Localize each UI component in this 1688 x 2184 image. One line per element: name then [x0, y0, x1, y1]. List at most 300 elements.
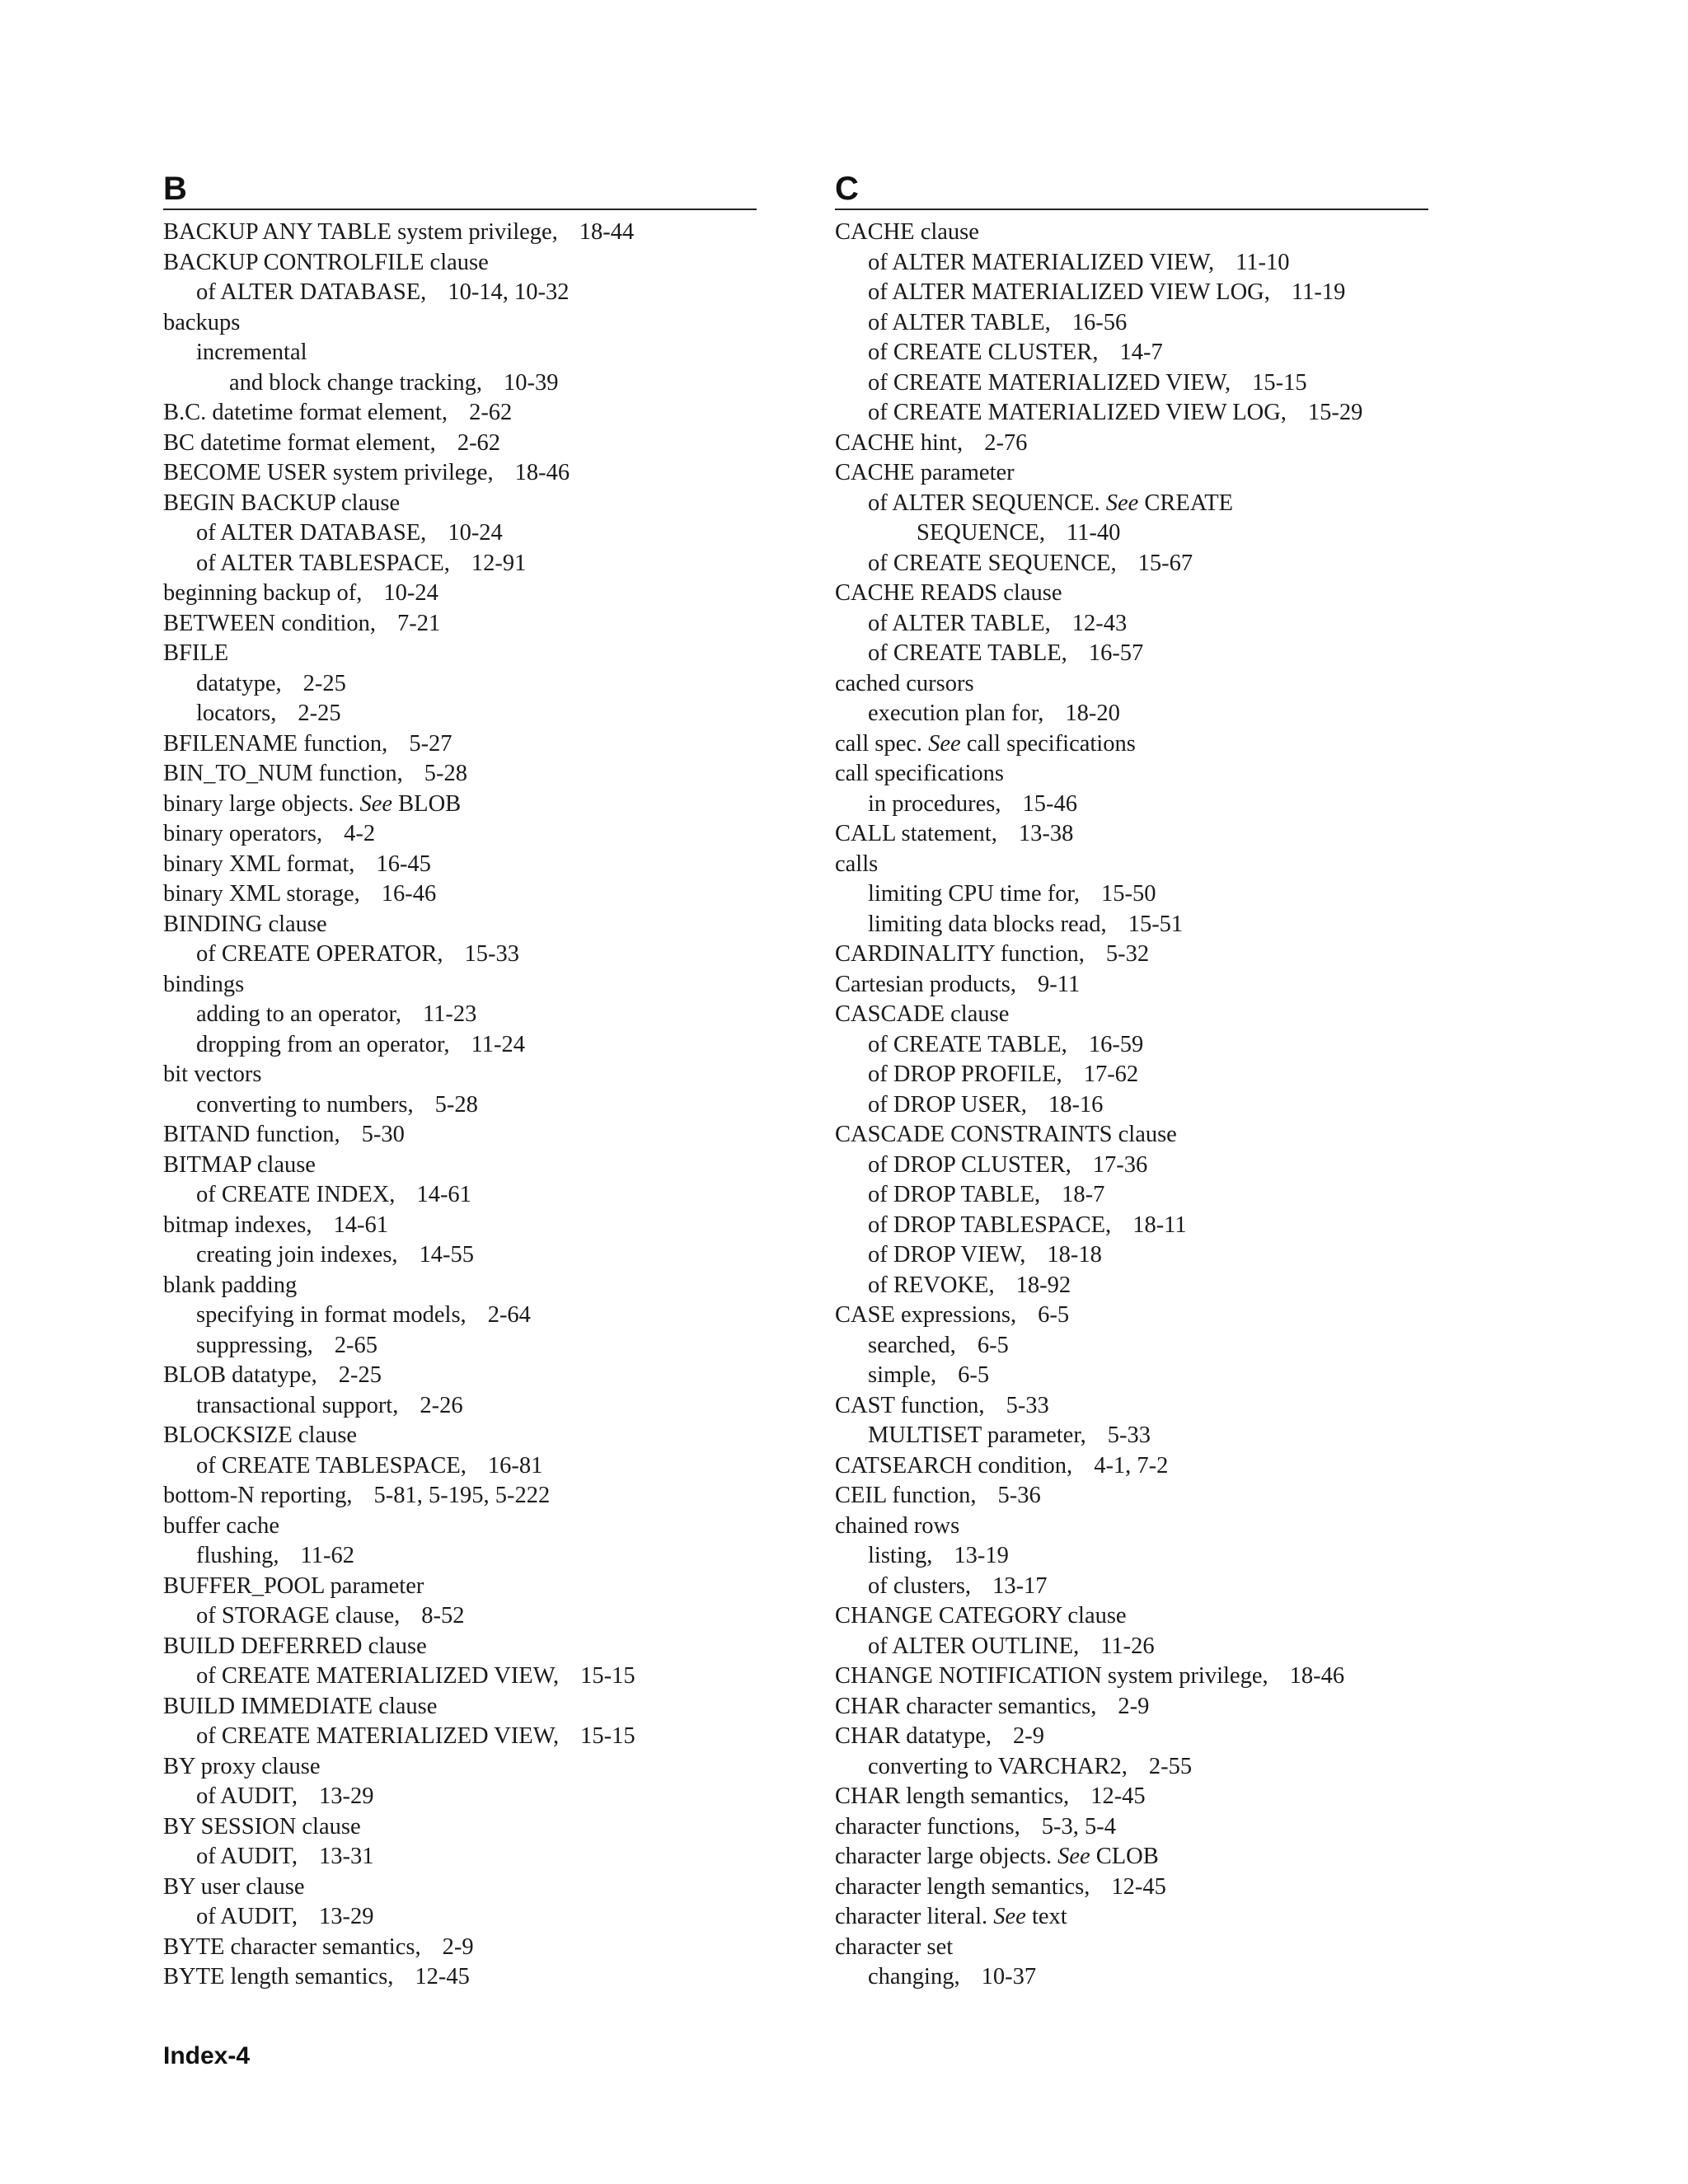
- index-term: CACHE hint,: [835, 429, 964, 456]
- index-term: converting to numbers,: [196, 1091, 414, 1118]
- index-entry: [163, 1842, 757, 1872]
- index-term: BUFFER_POOL parameter: [163, 1572, 424, 1599]
- index-entry: [163, 579, 757, 609]
- index-term: of REVOKE,: [868, 1272, 995, 1298]
- index-entry: [835, 669, 1428, 700]
- index-term: character large objects.: [835, 1844, 1052, 1869]
- index-entry: [163, 518, 757, 549]
- index-term: CALL statement,: [835, 821, 997, 846]
- index-term: of DROP VIEW,: [868, 1242, 1026, 1268]
- index-term: chained rows: [835, 1512, 960, 1539]
- index-entry: [835, 1722, 1428, 1752]
- index-entry: [835, 1933, 1428, 1963]
- index-entry: [835, 1481, 1428, 1511]
- index-entry: [835, 1120, 1428, 1151]
- page-references: 15-51: [1128, 911, 1184, 937]
- page-references: 7-21: [397, 610, 441, 636]
- index-entry: [163, 1331, 757, 1361]
- index-entry: [163, 368, 757, 399]
- page-references: 10-14, 10-32: [448, 279, 570, 305]
- index-entry: [163, 1511, 757, 1542]
- index-entry: [163, 639, 757, 669]
- index-entry: [835, 759, 1428, 790]
- index-entry: [835, 1030, 1428, 1061]
- see-reference-label: See: [993, 1904, 1026, 1929]
- index-term: CAST function,: [835, 1392, 985, 1418]
- index-entry: [835, 1331, 1428, 1361]
- index-term: MULTISET parameter,: [868, 1422, 1086, 1448]
- index-entry: [163, 1872, 757, 1903]
- index-term: and block change tracking,: [229, 369, 483, 396]
- index-entry: [163, 910, 757, 940]
- page-references: 12-45: [1111, 1873, 1166, 1900]
- see-reference-label: See: [1105, 490, 1139, 516]
- index-entry: [163, 1030, 757, 1061]
- index-entry: [163, 429, 757, 459]
- index-entry: [835, 1451, 1428, 1482]
- page-references: 2-25: [302, 670, 346, 696]
- page-references: 2-9: [1118, 1693, 1150, 1719]
- page-references: 2-65: [334, 1332, 377, 1358]
- page-references: 15-67: [1137, 550, 1193, 576]
- page-references: 15-33: [464, 941, 520, 967]
- index-entry: [163, 398, 757, 429]
- index-entry: [835, 729, 1428, 760]
- page-references: 5-28: [434, 1091, 478, 1118]
- index-entry: [835, 1090, 1428, 1121]
- index-term: CASE expressions,: [835, 1302, 1017, 1328]
- page-references: 5-27: [409, 730, 452, 757]
- index-entry: [163, 1391, 757, 1422]
- section-heading-c: C: [835, 171, 1428, 210]
- page-references: 11-40: [1066, 520, 1121, 546]
- page-references: 4-1, 7-2: [1094, 1452, 1169, 1479]
- index-entry: [835, 1421, 1428, 1451]
- index-entry: [163, 850, 757, 880]
- index-entry: [835, 1572, 1428, 1602]
- see-reference-target: BLOB: [398, 790, 462, 817]
- index-entry: [163, 278, 757, 308]
- index-entry: [835, 1301, 1428, 1331]
- index-entry: [163, 609, 757, 640]
- index-term: creating join indexes,: [196, 1242, 398, 1268]
- page-references: 9-11: [1038, 971, 1081, 997]
- index-term: backups: [163, 309, 241, 335]
- index-term: binary operators,: [163, 821, 323, 846]
- page-references: 5-3, 5-4: [1041, 1813, 1116, 1840]
- index-entry: [835, 1632, 1428, 1662]
- page-references: 2-62: [469, 400, 513, 425]
- page-references: 4-2: [344, 821, 376, 846]
- index-term: BEGIN BACKUP clause: [163, 490, 401, 516]
- index-entry: [163, 1902, 757, 1933]
- index-entry: [835, 1902, 1428, 1933]
- page-references: 6-5: [958, 1362, 990, 1388]
- index-entry: [835, 1151, 1428, 1181]
- index-term: execution plan for,: [868, 701, 1044, 726]
- index-term: of CREATE TABLE,: [868, 640, 1067, 666]
- index-term: datatype,: [196, 670, 282, 696]
- index-entry: [163, 819, 757, 850]
- index-entry: [163, 1180, 757, 1211]
- page-references: 2-62: [457, 429, 501, 456]
- index-entry: [835, 1842, 1428, 1872]
- index-term: CARDINALITY function,: [835, 941, 1085, 967]
- index-term: CATSEARCH condition,: [835, 1452, 1073, 1479]
- index-entry: [835, 1361, 1428, 1391]
- page-references: 16-81: [487, 1452, 543, 1479]
- index-entry: [835, 429, 1428, 459]
- index-entry: [835, 639, 1428, 669]
- index-entry: [835, 819, 1428, 850]
- index-term: BFILE: [163, 640, 229, 666]
- index-term: of AUDIT,: [196, 1783, 298, 1809]
- index-term: of DROP PROFILE,: [868, 1062, 1062, 1087]
- page-references: 6-5: [1038, 1302, 1070, 1328]
- page-references: 17-62: [1083, 1062, 1139, 1087]
- index-entry: [163, 1933, 757, 1963]
- index-term: of CREATE TABLESPACE,: [196, 1452, 467, 1479]
- index-entry: [835, 1601, 1428, 1632]
- index-term: BITMAP clause: [163, 1151, 316, 1178]
- index-entry: [163, 218, 757, 248]
- index-term: calls: [835, 851, 879, 877]
- index-entry: [163, 308, 757, 339]
- page-references: 5-81, 5-195, 5-222: [373, 1483, 551, 1508]
- index-entry: [163, 1000, 757, 1030]
- index-entry: [163, 248, 757, 279]
- index-term: of DROP TABLE,: [868, 1182, 1041, 1207]
- index-entry: [835, 910, 1428, 940]
- index-entry: [163, 1120, 757, 1151]
- index-entry-list-c: [835, 218, 1428, 1993]
- page-references: 10-39: [504, 369, 559, 396]
- page-references: 13-17: [992, 1572, 1048, 1599]
- page-references: 2-25: [338, 1362, 382, 1388]
- page-references: 18-16: [1048, 1091, 1104, 1118]
- index-term: of ALTER TABLE,: [868, 610, 1051, 636]
- page-references: 17-36: [1092, 1151, 1148, 1178]
- page-references: 12-43: [1071, 610, 1128, 636]
- index-term: changing,: [868, 1964, 960, 1990]
- page-references: 15-15: [580, 1663, 635, 1689]
- page-references: 2-26: [420, 1392, 463, 1418]
- index-entry: [835, 579, 1428, 609]
- page-references: 13-31: [318, 1844, 374, 1869]
- index-term: suppressing,: [196, 1332, 313, 1358]
- index-term: BFILENAME function,: [163, 730, 388, 757]
- index-entry: [163, 1541, 757, 1572]
- index-term: limiting CPU time for,: [868, 881, 1080, 907]
- index-entry: [835, 1180, 1428, 1211]
- index-term: of CREATE INDEX,: [196, 1182, 396, 1207]
- index-entry: [163, 1301, 757, 1331]
- index-term: limiting data blocks read,: [868, 911, 1107, 937]
- index-term: CACHE clause: [835, 219, 979, 245]
- index-entry: [163, 1782, 757, 1812]
- index-entry: [835, 1511, 1428, 1542]
- index-entry: [835, 1812, 1428, 1843]
- see-reference-target: call specifications: [966, 730, 1136, 757]
- page-references: 8-52: [421, 1603, 465, 1629]
- index-term: BYTE length semantics,: [163, 1964, 394, 1990]
- index-entry: [163, 1812, 757, 1843]
- index-term: binary XML storage,: [163, 881, 360, 907]
- index-term: BC datetime format element,: [163, 429, 436, 456]
- index-entry: [835, 278, 1428, 308]
- page-references: 2-9: [442, 1933, 474, 1960]
- see-reference-target: CLOB: [1095, 1844, 1159, 1869]
- index-entry: [163, 1722, 757, 1752]
- page-references: 14-7: [1119, 340, 1163, 365]
- page-references: 11-10: [1236, 249, 1290, 275]
- index-entry: [163, 338, 757, 368]
- index-term: of ALTER OUTLINE,: [868, 1633, 1080, 1659]
- index-term: CHANGE CATEGORY clause: [835, 1603, 1127, 1629]
- index-term: BY user clause: [163, 1873, 305, 1900]
- index-entry: [835, 1271, 1428, 1301]
- index-term: character literal.: [835, 1904, 988, 1929]
- index-term: simple,: [868, 1362, 937, 1388]
- index-term: of ALTER SEQUENCE.: [868, 490, 1100, 516]
- index-entry: [163, 1572, 757, 1602]
- index-entry: [835, 1962, 1428, 1993]
- index-term: BIN_TO_NUM function,: [163, 761, 403, 786]
- index-term: bitmap indexes,: [163, 1212, 312, 1238]
- index-entry: [835, 1240, 1428, 1271]
- index-term: CASCADE CONSTRAINTS clause: [835, 1122, 1177, 1147]
- see-reference-target: text: [1031, 1904, 1067, 1929]
- index-entry: [163, 879, 757, 910]
- page-references: 11-62: [300, 1543, 354, 1568]
- index-term: of CREATE MATERIALIZED VIEW,: [868, 369, 1231, 396]
- index-term: CACHE parameter: [835, 460, 1015, 485]
- index-entry: [835, 850, 1428, 880]
- page-references: 5-32: [1105, 941, 1150, 967]
- index-entry: [163, 1151, 757, 1181]
- index-entry: [835, 1060, 1428, 1090]
- index-entry: [163, 1361, 757, 1391]
- index-term: in procedures,: [868, 790, 1001, 817]
- page-references: 15-50: [1100, 881, 1156, 907]
- page-references: 13-38: [1018, 821, 1074, 846]
- index-term: CHAR length semantics,: [835, 1783, 1070, 1809]
- see-reference-label: See: [359, 790, 393, 817]
- index-term: beginning backup of,: [163, 580, 363, 606]
- page-references: 15-46: [1022, 790, 1077, 817]
- index-term: character functions,: [835, 1813, 1020, 1840]
- index-entry: [163, 1060, 757, 1090]
- index-entry: [163, 1271, 757, 1301]
- see-reference-target: CREATE: [1144, 490, 1234, 516]
- index-term: BACKUP CONTROLFILE clause: [163, 249, 489, 275]
- index-term: CASCADE clause: [835, 1001, 1010, 1027]
- index-term: flushing,: [196, 1543, 279, 1568]
- index-entry: [163, 940, 757, 970]
- index-term: BITAND function,: [163, 1122, 340, 1147]
- page-references: 11-23: [422, 1001, 477, 1027]
- page-references: 5-28: [424, 761, 468, 786]
- see-reference-label: See: [928, 730, 961, 757]
- page-references: 2-9: [1012, 1723, 1044, 1749]
- index-term: of CREATE OPERATOR,: [196, 941, 443, 967]
- index-entry: [835, 1692, 1428, 1722]
- page-references: 16-45: [376, 851, 431, 877]
- page-references: 5-33: [1107, 1422, 1151, 1448]
- index-term: of AUDIT,: [196, 1844, 298, 1869]
- index-term: converting to VARCHAR2,: [868, 1753, 1128, 1779]
- index-entry: [835, 489, 1428, 519]
- index-entry: [835, 940, 1428, 970]
- index-term: BLOB datatype,: [163, 1362, 317, 1388]
- page-references: 18-11: [1132, 1212, 1187, 1238]
- page-references: 11-26: [1100, 1633, 1155, 1659]
- index-entry: [835, 879, 1428, 910]
- index-entry: [835, 1391, 1428, 1422]
- index-entry: [835, 549, 1428, 579]
- index-entry: [163, 1601, 757, 1632]
- page-references: 12-45: [415, 1964, 470, 1990]
- index-entry: [163, 1090, 757, 1121]
- index-term: Cartesian products,: [835, 971, 1017, 997]
- page-references: 18-44: [579, 219, 635, 245]
- page-references: 10-24: [448, 520, 503, 546]
- page-references: 18-18: [1047, 1242, 1102, 1268]
- index-entry: [163, 1451, 757, 1482]
- index-entry: [163, 669, 757, 700]
- index-term: CACHE READS clause: [835, 580, 1062, 606]
- index-term: transactional support,: [196, 1392, 399, 1418]
- index-term: of ALTER TABLE,: [868, 309, 1051, 335]
- index-entry: [835, 609, 1428, 640]
- page-references: 2-64: [487, 1302, 531, 1328]
- index-entry: [835, 1541, 1428, 1572]
- page-references: 2-25: [298, 701, 341, 726]
- index-entry: [163, 970, 757, 1001]
- index-term: of DROP CLUSTER,: [868, 1151, 1071, 1178]
- index-entry: [835, 1211, 1428, 1241]
- index-entry: [163, 1661, 757, 1692]
- index-term: incremental: [196, 340, 307, 365]
- index-term: of CREATE TABLE,: [868, 1031, 1067, 1057]
- index-term: of CREATE CLUSTER,: [868, 340, 1099, 365]
- page-references: 15-29: [1307, 400, 1363, 425]
- index-entry: [163, 1692, 757, 1722]
- index-term: BUILD DEFERRED clause: [163, 1633, 427, 1659]
- index-term: of ALTER MATERIALIZED VIEW,: [868, 249, 1215, 275]
- index-term: of DROP TABLESPACE,: [868, 1212, 1112, 1238]
- index-entry: [163, 759, 757, 790]
- page-references: 15-15: [1252, 369, 1307, 396]
- index-term: BINDING clause: [163, 911, 327, 937]
- index-term: of ALTER DATABASE,: [196, 520, 427, 546]
- page-references: 16-59: [1088, 1031, 1144, 1057]
- index-term: buffer cache: [163, 1512, 280, 1539]
- index-entry: [835, 970, 1428, 1001]
- page-references: 10-24: [383, 580, 438, 606]
- index-entry: [163, 1240, 757, 1271]
- index-column-c: [835, 171, 1428, 1993]
- index-term: of ALTER MATERIALIZED VIEW LOG,: [868, 279, 1270, 305]
- index-term: blank padding: [163, 1272, 298, 1298]
- index-entry: [163, 1752, 757, 1783]
- index-term: B.C. datetime format element,: [163, 400, 448, 425]
- page-references: 12-91: [471, 550, 527, 576]
- page-references: 18-7: [1062, 1182, 1105, 1207]
- index-term: of STORAGE clause,: [196, 1603, 401, 1629]
- see-reference-label: See: [1057, 1844, 1090, 1869]
- page-references: 16-57: [1088, 640, 1144, 666]
- page-references: 11-24: [471, 1031, 525, 1057]
- index-entry: [163, 549, 757, 579]
- index-term: dropping from an operator,: [196, 1031, 450, 1057]
- index-term: SEQUENCE,: [917, 520, 1045, 546]
- index-term: searched,: [868, 1332, 956, 1358]
- index-entry: [163, 729, 757, 760]
- section-heading-b: B: [163, 171, 757, 210]
- index-term: bottom-N reporting,: [163, 1483, 353, 1508]
- index-term: CHAR datatype,: [835, 1723, 992, 1749]
- index-term: bit vectors: [163, 1062, 262, 1087]
- index-term: of CREATE MATERIALIZED VIEW,: [196, 1663, 560, 1689]
- index-entry: [835, 1752, 1428, 1783]
- page-references: 13-19: [954, 1543, 1009, 1568]
- index-entry: [835, 699, 1428, 729]
- index-entry: [835, 1782, 1428, 1812]
- index-entry: [163, 1632, 757, 1662]
- index-term: locators,: [196, 701, 277, 726]
- index-term: of AUDIT,: [196, 1904, 298, 1929]
- index-term: BY proxy clause: [163, 1753, 321, 1779]
- page-references: 16-56: [1071, 309, 1128, 335]
- page-references: 18-46: [514, 460, 570, 485]
- index-entry: [163, 458, 757, 489]
- index-term: of clusters,: [868, 1572, 972, 1599]
- index-term: of CREATE SEQUENCE,: [868, 550, 1117, 576]
- index-term: CEIL function,: [835, 1483, 977, 1508]
- page-references: 2-55: [1148, 1753, 1193, 1779]
- index-entry: [163, 790, 757, 820]
- index-term: of DROP USER,: [868, 1091, 1027, 1118]
- index-entry: [163, 489, 757, 519]
- index-entry-list-b: [163, 218, 757, 1993]
- index-term: of ALTER DATABASE,: [196, 279, 427, 305]
- page-references: 12-45: [1090, 1783, 1146, 1809]
- index-entry: [163, 1421, 757, 1451]
- page-references: 18-92: [1015, 1272, 1071, 1298]
- index-term: listing,: [868, 1543, 933, 1568]
- index-entry: [163, 1962, 757, 1993]
- index-term: of ALTER TABLESPACE,: [196, 550, 450, 576]
- page-references: 14-55: [419, 1242, 475, 1268]
- page-references: 16-46: [381, 881, 437, 907]
- index-term: BETWEEN condition,: [163, 610, 377, 636]
- index-entry: [835, 338, 1428, 368]
- index-column-b: [163, 171, 757, 1993]
- page-references: 14-61: [333, 1212, 388, 1238]
- index-term: BACKUP ANY TABLE system privilege,: [163, 219, 558, 245]
- page-references: 5-36: [997, 1483, 1041, 1508]
- index-term: specifying in format models,: [196, 1302, 467, 1328]
- index-term: CHANGE NOTIFICATION system privilege,: [835, 1663, 1268, 1689]
- page-references: 2-76: [984, 429, 1028, 456]
- index-term: of CREATE MATERIALIZED VIEW LOG,: [868, 400, 1287, 425]
- index-entry: [835, 790, 1428, 820]
- index-term: BYTE character semantics,: [163, 1933, 421, 1960]
- index-term: character set: [835, 1933, 954, 1960]
- index-entry: [835, 1872, 1428, 1903]
- index-entry: [163, 1481, 757, 1511]
